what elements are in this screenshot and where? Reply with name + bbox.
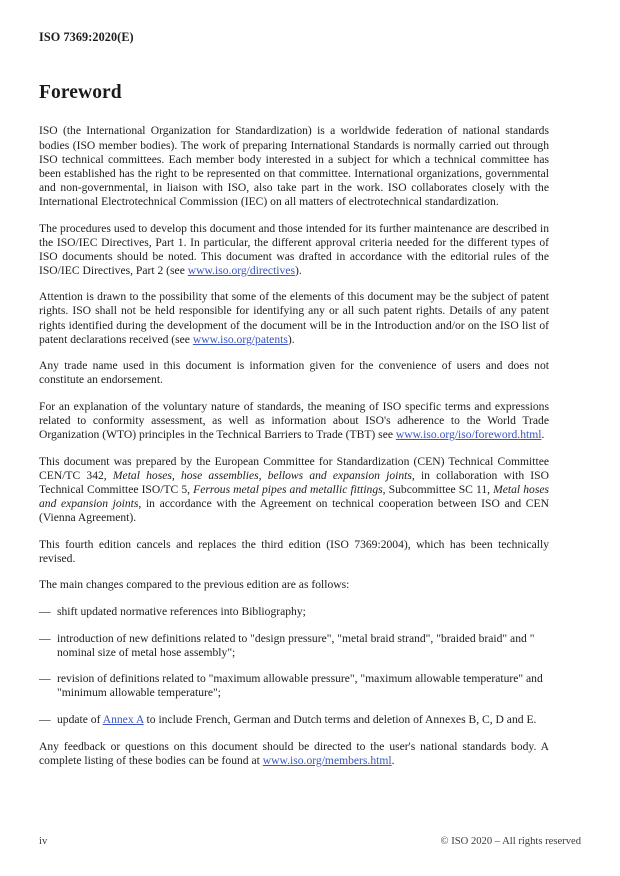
em-dash-marker: —: [39, 604, 51, 618]
document-header-title: ISO 7369:2020(E): [39, 30, 134, 44]
document-content: [39, 82, 549, 768]
footer-page-number: iv: [39, 836, 48, 847]
paragraph-voluntary-nature: [39, 400, 549, 442]
paragraph-patent-rights: [39, 290, 549, 346]
link-iso-patents[interactable]: www.iso.org/patents: [192, 332, 288, 346]
paragraph-main-changes-intro: The main changes compared to the previous edition are as follows:: [39, 578, 350, 592]
paragraph-edition-notice: This fourth edition cancels and replaces the third edition (ISO 7369:2004), which has been technically revised.: [39, 537, 549, 565]
link-annex-a[interactable]: Annex A: [102, 712, 144, 726]
list-item-text: introduction of new definitions related to "design pressure", "metal braid strand", "braided braid" and " nominal size of metal hose assembly";: [57, 631, 535, 659]
changes-list: [39, 605, 549, 727]
committee-title-sc-11: Metal hoses and expansion joints: [39, 482, 549, 510]
link-iso-directives[interactable]: www.iso.org/directives: [187, 263, 295, 277]
em-dash-marker: —: [39, 631, 51, 645]
committee-title-iso-tc-5: Ferrous metal pipes and metallic fittings: [193, 482, 383, 496]
committee-text-3: , Subcommittee SC 11,: [382, 482, 494, 496]
em-dash-marker: —: [39, 672, 51, 686]
page-footer: [39, 836, 581, 852]
paragraph-procedures: [39, 222, 549, 278]
paragraph-feedback-text-after: .: [391, 753, 395, 767]
paragraph-voluntary-nature-text-after: .: [541, 428, 545, 442]
em-dash-marker: —: [39, 712, 51, 726]
committee-title-cen-tc-342: Metal hoses, hose assemblies, bellows and expansion joints: [112, 468, 412, 482]
paragraph-feedback-text-before: Any feedback or questions on this document should be directed to the user's national standards body. A complete listing of these bodies can be found at: [39, 739, 549, 767]
paragraph-trade-name: Any trade name used in this document is information given for the convenience of users and does not constitute an endorsement.: [39, 359, 549, 387]
list-item-text: shift updated normative references into Bibliography;: [57, 604, 306, 618]
committee-text-2: , in collaboration with ISO Technical Committee ISO/TC 5,: [39, 468, 549, 496]
list-item-text-before: update of: [57, 712, 103, 726]
link-iso-members[interactable]: www.iso.org/members.html: [262, 753, 392, 767]
paragraph-feedback: [39, 740, 549, 768]
list-item: [39, 632, 549, 660]
paragraph-patent-rights-text-after: ).: [287, 332, 295, 346]
page-title: Foreword: [39, 82, 122, 103]
paragraph-committee-preparation: [39, 455, 549, 525]
paragraph-patent-rights-text-before: Attention is drawn to the possibility that some of the elements of this document may be the subject of patent rights. ISO shall not be held responsible for identifying any or all such patent rights. Details of any patent rights identified during the development of the document will be in the Introduction and/or on the ISO list of patent declarations received (see: [39, 290, 549, 346]
paragraph-procedures-text-before: The procedures used to develop this document and those intended for its further maintenance are described in the ISO/IEC Directives, Part 1. In particular, the different approval criteria needed for the different types of ISO documents should be noted. This document was drafted in accordance with the editorial rules of the ISO/IEC Directives, Part 2 (see: [39, 221, 549, 277]
paragraph-voluntary-nature-text-before: For an explanation of the voluntary nature of standards, the meaning of ISO specific terms and expressions related to conformity assessment, as well as information about ISO's adherence to the World Trade Organization (WTO) principles in the Technical Barriers to Trade (TBT) see: [39, 399, 549, 442]
list-item-text-after: to include French, German and Dutch terms and deletion of Annexes B, C, D and E.: [143, 712, 537, 726]
committee-text-4: , in accordance with the Agreement on technical cooperation between ISO and CEN (Vienna Agreement).: [39, 497, 549, 525]
list-item: [39, 713, 549, 727]
paragraph-procedures-text-after: ).: [294, 263, 302, 277]
list-item: [39, 605, 549, 619]
footer-copyright: © ISO 2020 – All rights reserved: [440, 836, 581, 847]
link-iso-foreword[interactable]: www.iso.org/iso/foreword.html: [395, 428, 542, 442]
list-item: [39, 672, 549, 700]
committee-text-1: This document was prepared by the European Committee for Standardization (CEN) Technical Committee CEN/TC 342,: [39, 454, 549, 482]
list-item-text: revision of definitions related to "maximum allowable pressure", "maximum allowable temperature" and "minimum allowable temperature";: [57, 672, 543, 700]
paragraph-iso-description: ISO (the International Organization for Standardization) is a worldwide federation of national standards bodies (ISO member bodies). The work of preparing International Standards is normally carried out through ISO technical committees. Each member body interested in a subject for which a technical committee has been established has the right to be represented on that committee. International organizations, governmental and non-governmental, in liaison with ISO, also take part in the work. ISO collaborates closely with the International Electrotechnical Commission (IEC) on all matters of electrotechnical standardization.: [39, 124, 549, 208]
